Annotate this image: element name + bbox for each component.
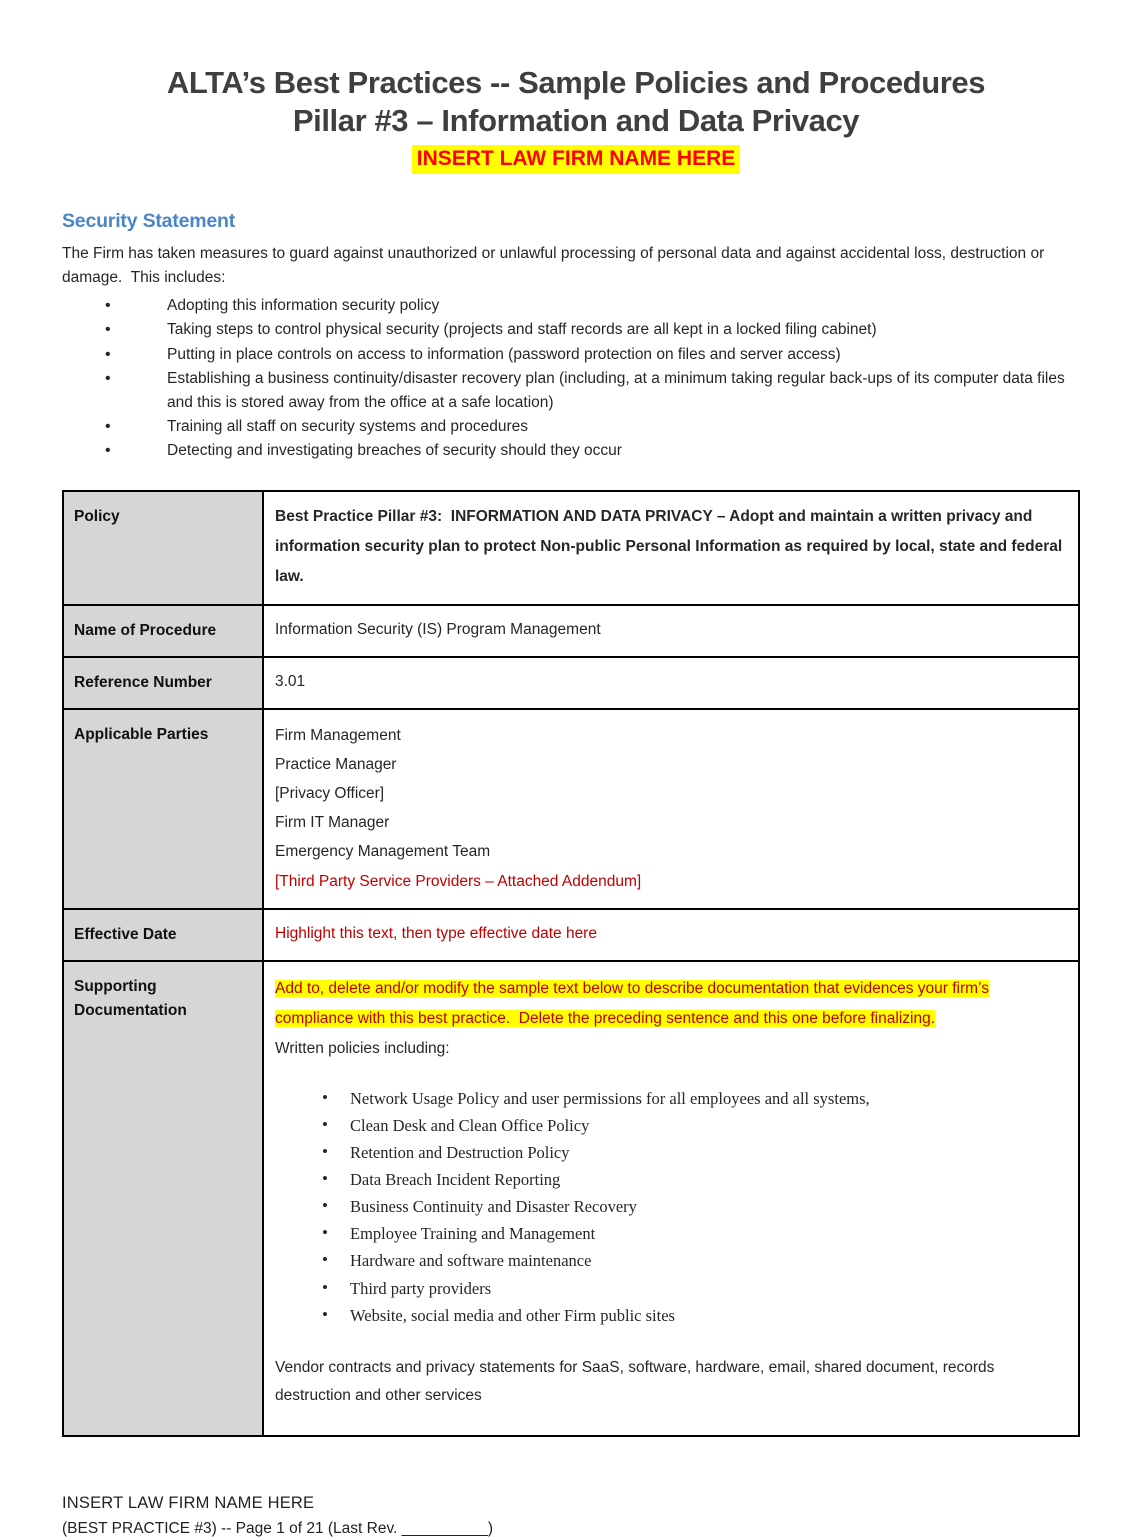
list-item: • Retention and Destruction Policy — [322, 1141, 1066, 1164]
list-item: • Taking steps to control physical security (projects and staff records are all kept in a locked filing cabinet) — [105, 318, 1090, 342]
list-item: • Network Usage Policy and user permissions for all employees and all systems, — [322, 1087, 1066, 1110]
list-item: • Hardware and software maintenance — [322, 1249, 1066, 1272]
applicable-parties-value — [263, 709, 1079, 909]
security-statement-section — [62, 210, 1090, 464]
list-item: • Establishing a business continuity/disaster recovery plan (including, at a minimum taking regular back-ups of its computer data files and this is stored away from the office at a safe location) — [105, 367, 1090, 415]
table-row-name-of-procedure — [63, 605, 1079, 657]
applicable-parties-label: Applicable Parties — [63, 709, 263, 909]
reference-number-value: 3.01 — [263, 657, 1079, 709]
doc-title-line1: ALTA’s Best Practices -- Sample Policies and Procedures — [166, 65, 986, 100]
table-row-reference-number — [63, 657, 1079, 709]
list-item: • Third party providers — [322, 1277, 1066, 1300]
list-item: • Business Continuity and Disaster Recovery — [322, 1195, 1066, 1218]
table-row-effective-date — [63, 909, 1079, 961]
vendor-contracts-paragraph: Vendor contracts and privacy statements for SaaS, software, hardware, email, shared document, records destruction and other services — [275, 1358, 995, 1405]
applicable-parties-list — [275, 722, 1066, 867]
written-policies-intro: Written policies including: — [275, 1039, 450, 1057]
footer-page-info: (BEST PRACTICE #3) -- Page 1 of 21 (Last Rev. __________) — [62, 1520, 494, 1538]
firm-name-placeholder[interactable]: INSERT LAW FIRM NAME HERE — [412, 145, 741, 174]
list-item: Practice Manager — [275, 755, 397, 773]
list-item: • Putting in place controls on access to information (password protection on files and server access) — [105, 343, 1090, 367]
effective-date-cell — [263, 909, 1079, 961]
list-item: • Detecting and investigating breaches of security should they occur — [105, 439, 1090, 463]
reference-number-label: Reference Number — [63, 657, 263, 709]
list-item: • Data Breach Incident Reporting — [322, 1168, 1066, 1191]
page-footer — [62, 1494, 1090, 1538]
list-item: • Website, social media and other Firm public sites — [322, 1304, 1066, 1327]
third-party-providers-note: [Third Party Service Providers – Attached Addendum] — [275, 872, 642, 890]
doc-header — [62, 64, 1090, 174]
list-item: Firm Management — [275, 726, 401, 744]
table-row-policy — [63, 491, 1079, 604]
list-item: • Clean Desk and Clean Office Policy — [322, 1114, 1066, 1137]
list-item: • Employee Training and Management — [322, 1222, 1066, 1245]
list-item: Firm IT Manager — [275, 813, 390, 831]
list-item: • Adopting this information security policy — [105, 294, 1090, 318]
firm-name-line — [62, 145, 1090, 174]
security-statement-intro: The Firm has taken measures to guard against unauthorized or unlawful processing of personal data and against accidental loss, destruction or damage. This includes: — [62, 244, 1045, 287]
policy-value: Best Practice Pillar #3: INFORMATION AND DATA PRIVACY – Adopt and maintain a written privacy and information security plan to protect Non-public Personal Information as required by local, state and federal law. — [263, 491, 1079, 604]
policy-label: Policy — [63, 491, 263, 604]
effective-date-placeholder[interactable]: Highlight this text, then type effective date here — [275, 925, 597, 943]
name-of-procedure-value: Information Security (IS) Program Management — [263, 605, 1079, 657]
footer-firm-name: INSERT LAW FIRM NAME HERE — [62, 1494, 315, 1513]
supporting-documentation-cell — [263, 961, 1079, 1436]
supporting-documentation-label: Supporting Documentation — [63, 961, 263, 1436]
supporting-instruction-placeholder[interactable]: Add to, delete and/or modify the sample text below to describe documentation that evidences your firm’s compliance with this best practice. Delete the preceding sentence and this one before finalizing. — [275, 980, 989, 1027]
policy-table — [62, 490, 1080, 1437]
doc-title-line2: Pillar #3 – Information and Data Privacy — [292, 102, 860, 138]
supporting-instruction-line — [275, 974, 1066, 1033]
security-statement-heading: Security Statement — [62, 209, 236, 232]
name-of-procedure-label: Name of Procedure — [63, 605, 263, 657]
table-row-supporting-documentation — [63, 961, 1079, 1436]
effective-date-label: Effective Date — [63, 909, 263, 961]
table-row-applicable-parties — [63, 709, 1079, 909]
list-item: • Training all staff on security systems and procedures — [105, 415, 1090, 439]
list-item: [Privacy Officer] — [275, 784, 385, 802]
list-item: Emergency Management Team — [275, 842, 491, 860]
security-statement-bullets — [62, 294, 1090, 463]
supporting-documentation-bullets — [275, 1087, 1066, 1327]
